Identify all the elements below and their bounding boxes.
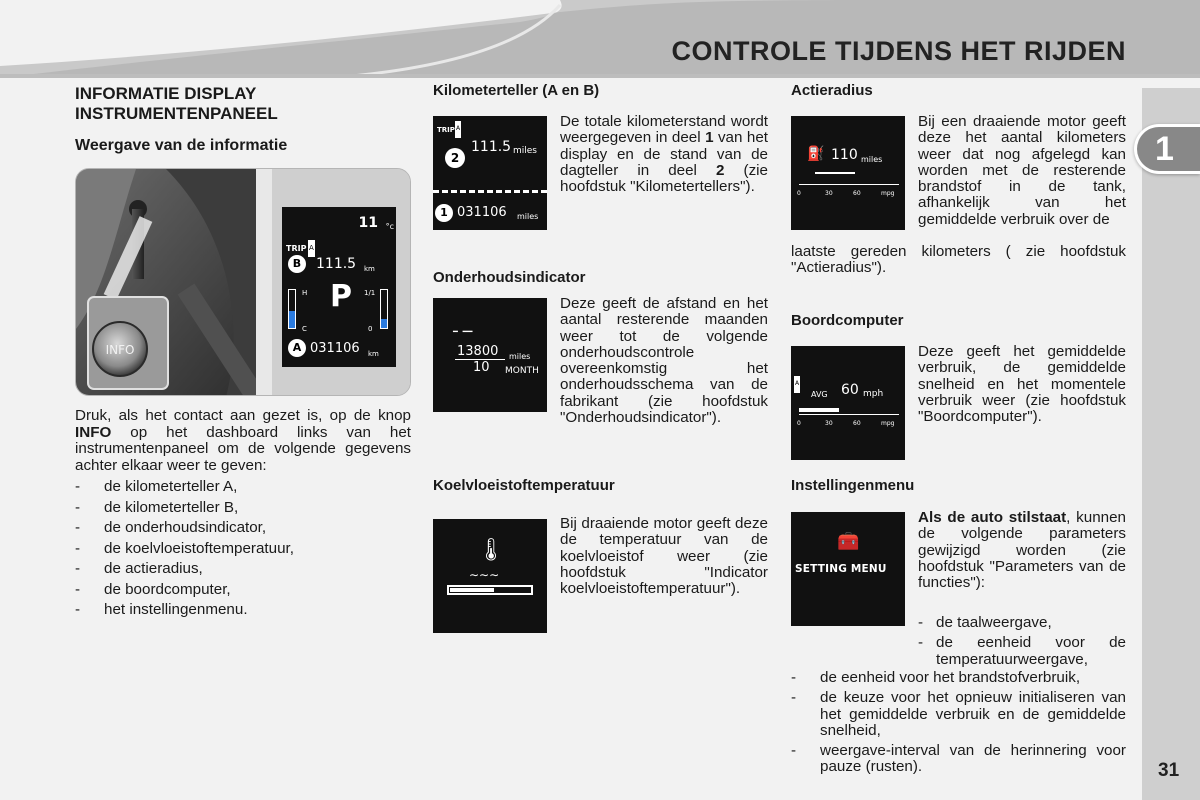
- section-title: CONTROLE TIJDENS HET RIJDEN: [671, 36, 1126, 66]
- fuel-empty-label: 0: [368, 325, 373, 333]
- range-value: 110: [831, 147, 858, 163]
- coolant-screen: [433, 519, 547, 633]
- part-1-ref: 1: [705, 129, 714, 147]
- part-2-marker: 2: [445, 148, 465, 168]
- scale-unit: mpg: [881, 420, 895, 427]
- trip-badge: A: [455, 121, 461, 138]
- vehicle-stationary-text: Als de auto stilstaat: [918, 509, 1067, 526]
- scale-tick: 30: [825, 420, 833, 427]
- trip-computer-screen: [791, 346, 905, 460]
- avg-label: AVG: [811, 390, 828, 399]
- list-item: - de eenheid voor de temperatuurweergave,: [918, 635, 1126, 668]
- trip-unit: miles: [513, 146, 537, 156]
- maintenance-screen: [433, 298, 547, 412]
- section-heading: [75, 84, 411, 124]
- range-screen: [791, 116, 905, 230]
- intro-text-1: Druk, als het contact aan gezet is, op de knop: [75, 407, 411, 424]
- odometer-unit: miles: [517, 212, 539, 221]
- intro-text-2: op het dashboard links van het instrumentenpaneel om de volgende gegevens achter elkaar weer te geven:: [75, 423, 411, 474]
- wrench-icon: ╴─: [453, 322, 473, 341]
- trip-badge: A: [794, 376, 800, 393]
- maintenance-distance: 13800: [457, 344, 499, 359]
- intro-paragraph: [75, 408, 411, 623]
- column-info-display: [75, 82, 411, 618]
- dashboard-photo: [75, 168, 411, 396]
- column-display-modes-1: [433, 82, 769, 642]
- range-bar: [815, 172, 855, 174]
- settings-screen: [791, 512, 905, 626]
- trip-label: TRIP: [286, 244, 307, 253]
- coolant-gauge-fill: [450, 588, 494, 592]
- trip-label: TRIP: [437, 126, 455, 134]
- page-number: 31: [1158, 760, 1180, 781]
- part-2-ref: 2: [716, 161, 725, 179]
- coolant-text: Bij draaiende motor geeft deze de temperatuur van de koelvloeistof weer (zie hoofdstuk "Indicator koelvloeistoftemperatuur").: [560, 515, 768, 598]
- range-text-wrap: Bij een draaiende motor geeft deze het aantal kilometers weer dat nog afgelegd kan worden met de resterende brandstof in de tank, afhankelijk van het gemiddelde verbruik over de: [918, 113, 1126, 228]
- odometer-heading: Kilometerteller (A en B): [433, 82, 600, 99]
- list-item: - weergave-interval van de herinnering voor pauze (rusten).: [791, 743, 1126, 776]
- wave-icon: ∼∼∼: [469, 568, 500, 582]
- trip-b-marker: B: [288, 255, 306, 273]
- temperature-unit: °c: [385, 222, 394, 231]
- scale-line: [799, 414, 899, 415]
- odometer-text-2: van het display en de stand van de dagteller in deel: [560, 129, 768, 179]
- list-item: - de taalweergave,: [918, 615, 1126, 631]
- heading-line-1: INFORMATIE DISPLAY: [75, 84, 257, 103]
- trip-b-unit: km: [364, 265, 375, 273]
- odometer-text-1: De totale kilometerstand wordt weergegeven in deel: [560, 113, 768, 147]
- trip-computer-heading: Boordcomputer: [791, 312, 904, 329]
- page-header: [0, 0, 1200, 78]
- part-1-marker: 1: [435, 204, 453, 222]
- settings-list: [791, 670, 1126, 780]
- fuel-full-label: 1/1: [364, 289, 376, 297]
- scale-tick: 60: [853, 190, 861, 197]
- scale-tick: 0: [797, 420, 801, 427]
- odometer-value: 031106: [457, 205, 507, 220]
- list-item: - de kilometerteller B,: [75, 500, 411, 517]
- list-item: - de onderhoudsindicator,: [75, 520, 411, 537]
- range-unit: miles: [861, 155, 883, 164]
- settings-text: [918, 510, 1126, 591]
- chapter-badge: 1: [1134, 124, 1200, 174]
- trip-badge: A: [308, 240, 315, 257]
- chapter-side-tab: [1142, 88, 1200, 800]
- fuel-gauge-fill: [381, 319, 387, 328]
- trip-computer-text: Deze geeft het gemiddelde verbruik, de gemiddelde snelheid en het momentele verbruik weer (zie hoofdstuk "Boordcomputer").: [918, 343, 1126, 426]
- settings-sub-list: [918, 615, 1126, 672]
- odometer-text-3: (zie hoofdstuk "Kilometertellers").: [560, 161, 768, 196]
- list-item: - de koelvloeistoftemperatuur,: [75, 541, 411, 558]
- range-heading: Actieradius: [791, 82, 873, 99]
- avg-speed-value: 60: [841, 382, 859, 398]
- range-text-full: laatste gereden kilometers ( zie hoofdstuk "Actieradius").: [791, 243, 1126, 277]
- screen-divider: [433, 190, 547, 193]
- column-display-modes-2: [791, 82, 1127, 782]
- heading-line-2: INSTRUMENTENPANEEL: [75, 104, 278, 123]
- gear-indicator: P: [330, 279, 352, 314]
- maintenance-heading: Onderhoudsindicator: [433, 269, 586, 286]
- temp-gauge-fill: [289, 311, 295, 328]
- setting-menu-label: SETTING MENU: [795, 563, 887, 575]
- info-keyword: INFO: [75, 423, 112, 441]
- list-item: - de eenheid voor het brandstofverbruik,: [791, 670, 1126, 686]
- temp-cold-label: C: [302, 325, 307, 333]
- info-button-label: INFO: [105, 343, 135, 357]
- scale-tick: 30: [825, 190, 833, 197]
- maintenance-distance-unit: miles: [509, 352, 531, 361]
- odometer-value: 031106: [310, 341, 360, 356]
- maintenance-months: 10: [473, 360, 490, 375]
- trip-a-marker: A: [288, 339, 306, 357]
- avg-speed-unit: mph: [863, 389, 884, 399]
- instrument-display: [282, 207, 396, 367]
- settings-text-body: , kunnen de volgende parameters gewijzigd worden (zie hoofdstuk "Parameters van de functies"):: [918, 509, 1126, 592]
- list-item: - de keuze voor het opnieuw initialiseren van het gemiddelde verbruik en de gemiddelde snelheid,: [791, 690, 1126, 739]
- settings-heading: Instellingenmenu: [791, 477, 915, 494]
- list-item: - de boordcomputer,: [75, 582, 411, 599]
- display-items-list: [75, 479, 411, 619]
- subheading: Weergave van de informatie: [75, 137, 288, 154]
- temp-hot-label: H: [302, 289, 308, 297]
- maintenance-months-unit: MONTH: [505, 366, 539, 376]
- scale-tick: 60: [853, 420, 861, 427]
- scale-tick: 0: [797, 190, 801, 197]
- maintenance-text: Deze geeft de afstand en het aantal resterende maanden weer tot de volgende onderhoudscontrole overeenkomstig het onderhoudsschema van de fabrikant (zie hoofdstuk "Onderhoudsindicator").: [560, 295, 768, 427]
- scale-line: [799, 184, 899, 185]
- list-item: - de kilometerteller A,: [75, 479, 411, 496]
- odometer-screen: [433, 116, 547, 230]
- coolant-heading: Koelvloeistoftemperatuur: [433, 477, 615, 494]
- consumption-bar: [799, 408, 839, 412]
- trip-value: 111.5: [471, 139, 512, 155]
- list-item: - het instellingenmenu.: [75, 602, 411, 619]
- odometer-text: [560, 114, 768, 195]
- scale-unit: mpg: [881, 190, 895, 197]
- list-item: - de actieradius,: [75, 561, 411, 578]
- toolbox-icon: 🧰: [837, 531, 860, 552]
- trip-b-value: 111.5: [316, 256, 357, 272]
- screen-line: [455, 359, 505, 360]
- odometer-unit: km: [368, 350, 379, 358]
- outside-temperature: 11: [358, 215, 378, 231]
- fuel-pump-icon: ⛽: [807, 146, 825, 162]
- thermometer-icon: 🌡: [477, 538, 505, 563]
